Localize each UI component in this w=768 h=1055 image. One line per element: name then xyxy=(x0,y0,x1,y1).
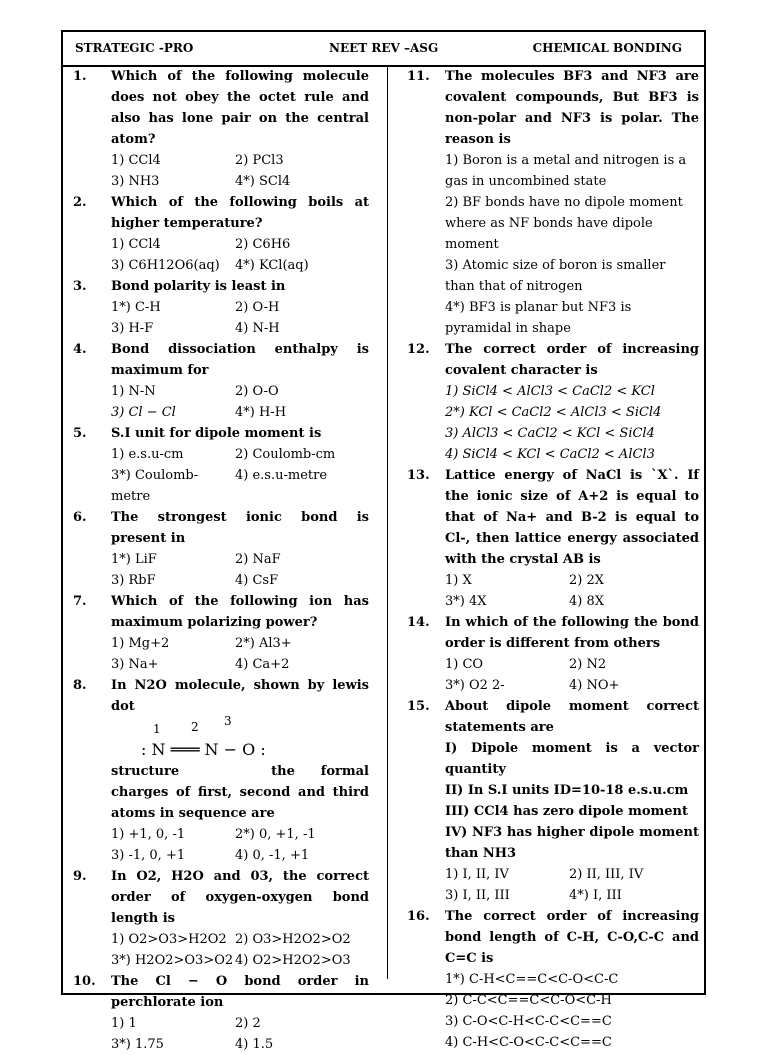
question-number: 6. xyxy=(73,510,87,525)
lewis-structure xyxy=(111,714,369,765)
option: 2) O-O xyxy=(235,384,279,399)
options-row xyxy=(111,297,369,318)
question-number: 2. xyxy=(73,195,87,210)
option: 4) NO+ xyxy=(569,678,620,693)
option: 1) CCl4 xyxy=(111,237,161,252)
option: 4) e.s.u-metre xyxy=(235,468,328,483)
question-3 xyxy=(69,276,369,339)
option: 1*) C-H<C==C<C-O<C-C xyxy=(445,972,619,987)
option: 3) Atomic size of boron is smaller than that of nitrogen xyxy=(445,258,666,294)
option: 3*) O2 2- xyxy=(445,678,505,693)
option: 1) +1, 0, -1 xyxy=(111,827,186,842)
question-2 xyxy=(69,192,369,276)
right-column xyxy=(403,66,699,1053)
question-text: In which of the following the bond order is different from others xyxy=(445,615,699,651)
option: 3) Na+ xyxy=(111,657,159,672)
option: 4) C-H<C-O<C-C<C==C xyxy=(445,1035,612,1050)
question-number: 1. xyxy=(73,69,87,84)
question-text: Lattice energy of NaCl is `X`. If the ionic size of A+2 is equal to that of Na+ and B-2 is equal to Cl-, then lattice energy associated with the crystal AB is xyxy=(445,468,699,567)
option: 2*) Al3+ xyxy=(235,636,292,651)
options-row xyxy=(445,570,699,591)
options-row xyxy=(445,864,699,885)
option: 3) I, II, III xyxy=(445,888,510,903)
options-row xyxy=(111,381,369,402)
question-number: 10. xyxy=(73,974,96,989)
option: 1) CO xyxy=(445,657,484,672)
option: 4*) KCl(aq) xyxy=(235,258,309,273)
question-number: 5. xyxy=(73,426,87,441)
option: 3*) H2O2>O3>O2 xyxy=(111,953,234,968)
question-text: Bond dissociation enthalpy is maximum for xyxy=(111,342,369,378)
option: 4) N-H xyxy=(235,321,280,336)
option: 3*) Coulomb-metre xyxy=(111,468,199,504)
option: 4) 0, -1, +1 xyxy=(235,848,310,863)
option: 1) 1 xyxy=(111,1016,137,1031)
options-row xyxy=(111,570,369,591)
question-number: 16. xyxy=(407,909,430,924)
option: 4) 8X xyxy=(569,594,605,609)
question-text: The correct order of increasing bond length of C-H, C-O,C-C and C=C is xyxy=(445,909,699,966)
question-8 xyxy=(69,675,369,866)
option: 3) AlCl3 < CaCl2 < KCl < SiCl4 xyxy=(445,426,655,441)
option: 1) CCl4 xyxy=(111,153,161,168)
option: 1) Boron is a metal and nitrogen is a gas in uncombined state xyxy=(445,153,687,189)
structure-word: structure xyxy=(111,764,180,779)
question-10 xyxy=(69,971,369,1055)
question-1 xyxy=(69,66,369,192)
option: 2) C6H6 xyxy=(235,237,291,252)
option: 1) Mg+2 xyxy=(111,636,170,651)
options-row xyxy=(445,654,699,675)
question-text-rest: the formal charges of first, second and third atoms in sequence are xyxy=(111,764,369,821)
header-right: CHEMICAL BONDING xyxy=(532,41,682,55)
option: 3) C6H12O6(aq) xyxy=(111,258,220,273)
question-16 xyxy=(403,906,699,1053)
question-text: The correct order of increasing covalent character is xyxy=(445,342,699,378)
option: 4*) H-H xyxy=(235,405,287,420)
option: 2) II, III, IV xyxy=(569,867,644,882)
options-row xyxy=(111,1034,369,1055)
question-5 xyxy=(69,423,369,507)
question-text: The molecules BF3 and NF3 are covalent compounds, But BF3 is non-polar and NF3 is polar. The reason is xyxy=(445,69,699,147)
question-number: 7. xyxy=(73,594,87,609)
question-12 xyxy=(403,339,699,465)
option: 2) 2X xyxy=(569,573,605,588)
options-row xyxy=(111,150,369,171)
header-center: NEET REV –ASG xyxy=(329,41,439,55)
question-number: 12. xyxy=(407,342,430,357)
option: 1) X xyxy=(445,573,472,588)
option: 3*) 1.75 xyxy=(111,1037,164,1052)
options-row xyxy=(445,675,699,696)
option: 3) -1, 0, +1 xyxy=(111,848,186,863)
options-row xyxy=(111,255,369,276)
option: 2) PCl3 xyxy=(235,153,284,168)
option: 1*) C-H xyxy=(111,300,161,315)
option: 3) NH3 xyxy=(111,174,160,189)
question-number: 8. xyxy=(73,678,87,693)
options-row xyxy=(111,654,369,675)
option: 1) I, II, IV xyxy=(445,867,509,882)
question-text: About dipole moment correct statements are xyxy=(445,699,699,735)
option: 2) Coulomb-cm xyxy=(235,447,336,462)
statement: IV) NF3 has higher dipole moment than NH3 xyxy=(445,825,699,861)
question-number: 3. xyxy=(73,279,87,294)
question-number: 15. xyxy=(407,699,430,714)
question-9 xyxy=(69,866,369,971)
option: 3*) 4X xyxy=(445,594,487,609)
option: 2*) 0, +1, -1 xyxy=(235,827,316,842)
option: 4) SiCl4 < KCl < CaCl2 < AlCl3 xyxy=(445,447,655,462)
question-15 xyxy=(403,696,699,906)
option: 4*) I, III xyxy=(569,888,622,903)
question-7 xyxy=(69,591,369,675)
option: 2) O-H xyxy=(235,300,280,315)
option: 1) N-N xyxy=(111,384,156,399)
atom-label-2: 2 xyxy=(191,720,199,734)
option: 3) Cl − Cl xyxy=(111,405,176,420)
worksheet-page xyxy=(61,30,706,1052)
question-number: 11. xyxy=(407,69,430,84)
question-number: 13. xyxy=(407,468,430,483)
options-row xyxy=(111,824,369,845)
column-divider xyxy=(387,65,388,979)
question-text-cont xyxy=(111,761,369,824)
question-14 xyxy=(403,612,699,696)
option: 1) e.s.u-cm xyxy=(111,447,184,462)
question-number: 14. xyxy=(407,615,430,630)
option: 4) 1.5 xyxy=(235,1037,274,1052)
options-row xyxy=(111,234,369,255)
option: 4*) SCl4 xyxy=(235,174,291,189)
lewis-formula: : N ═══ N − O : xyxy=(141,740,266,759)
option: 2) O3>H2O2>O2 xyxy=(235,932,351,947)
options-row xyxy=(445,591,699,612)
header-left: STRATEGIC -PRO xyxy=(75,41,194,55)
options-row xyxy=(111,845,369,866)
options-row xyxy=(111,465,369,507)
option: 1) O2>O3>H2O2 xyxy=(111,932,227,947)
question-text: Bond polarity is least in xyxy=(111,279,286,294)
option: 3) H-F xyxy=(111,321,154,336)
header-bar xyxy=(63,32,704,67)
option: 4) CsF xyxy=(235,573,279,588)
question-text: In N2O molecule, shown by lewis dot xyxy=(111,678,369,714)
left-column xyxy=(69,66,369,1055)
options-row xyxy=(111,950,369,971)
question-text: The Cl − O bond order in perchlorate ion xyxy=(111,974,369,1010)
options-row xyxy=(111,444,369,465)
option: 2) NaF xyxy=(235,552,281,567)
options-row xyxy=(111,171,369,192)
question-number: 9. xyxy=(73,869,87,884)
statement: I) Dipole moment is a vector quantity xyxy=(445,741,699,777)
options-row xyxy=(111,549,369,570)
option: 1) SiCl4 < AlCl3 < CaCl2 < KCl xyxy=(445,384,655,399)
option: 2) BF bonds have no dipole moment where as NF bonds have dipole moment xyxy=(445,195,683,252)
option: 2*) KCl < CaCl2 < AlCl3 < SiCl4 xyxy=(445,405,662,420)
atom-label-1: 1 xyxy=(153,722,161,736)
question-text: Which of the following molecule does not obey the octet rule and also has lone pair on the central atom? xyxy=(111,69,369,147)
option: 2) 2 xyxy=(235,1016,261,1031)
question-6 xyxy=(69,507,369,591)
options-row xyxy=(111,929,369,950)
option: 3) C-O<C-H<C-C<C==C xyxy=(445,1014,612,1029)
statement: II) In S.I units ID=10-18 e.s.u.cm xyxy=(445,783,689,798)
option: 1*) LiF xyxy=(111,552,157,567)
option: 3) RbF xyxy=(111,573,156,588)
option: 2) C-C<C==C<C-O<C-H xyxy=(445,993,612,1008)
option: 4*) BF3 is planar but NF3 is pyramidal in shape xyxy=(445,300,632,336)
question-text: The strongest ionic bond is present in xyxy=(111,510,369,546)
question-text: Which of the following ion has maximum polarizing power? xyxy=(111,594,369,630)
option: 4) O2>H2O2>O3 xyxy=(235,953,351,968)
question-text: S.I unit for dipole moment is xyxy=(111,426,322,441)
statement: III) CCl4 has zero dipole moment xyxy=(445,804,688,819)
question-11 xyxy=(403,66,699,339)
question-text: Which of the following boils at higher temperature? xyxy=(111,195,369,231)
options-row xyxy=(111,402,369,423)
question-text: In O2, H2O and 03, the correct order of oxygen-oxygen bond length is xyxy=(111,869,369,926)
option: 2) N2 xyxy=(569,657,607,672)
options-row xyxy=(111,633,369,654)
question-4 xyxy=(69,339,369,423)
atom-label-3: 3 xyxy=(224,714,232,728)
question-number: 4. xyxy=(73,342,87,357)
options-row xyxy=(445,885,699,906)
question-13 xyxy=(403,465,699,612)
option: 4) Ca+2 xyxy=(235,657,290,672)
options-row xyxy=(111,318,369,339)
